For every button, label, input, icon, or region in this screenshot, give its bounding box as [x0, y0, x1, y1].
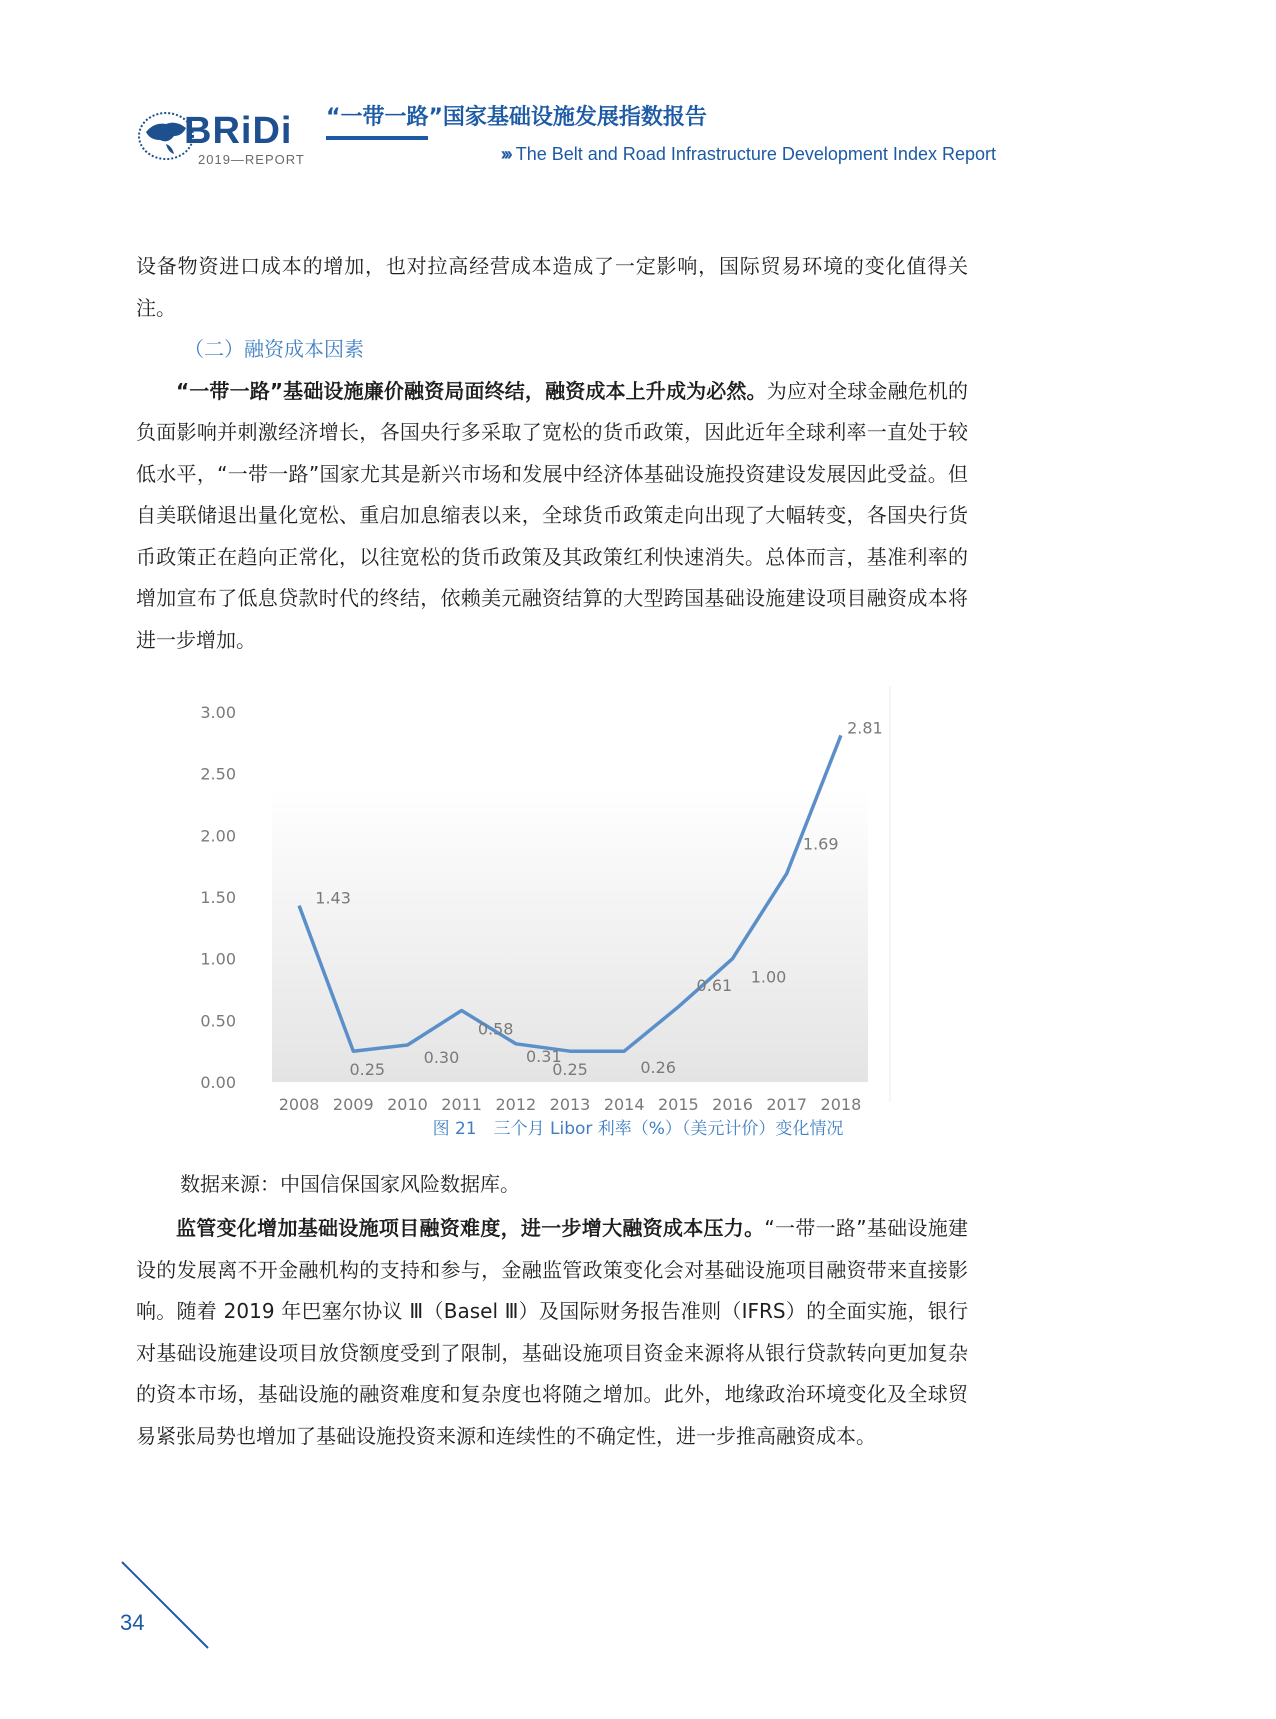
x-tick-label: 2018	[820, 1095, 862, 1114]
x-tick-label: 2013	[549, 1095, 591, 1114]
x-tick-label: 2012	[495, 1095, 537, 1114]
data-label: 0.26	[640, 1058, 676, 1078]
page-number: 34	[120, 1610, 145, 1635]
data-label: 0.61	[696, 975, 733, 995]
paragraph-2	[136, 371, 968, 662]
data-label: 1.69	[802, 834, 839, 854]
x-tick-label: 2015	[658, 1095, 699, 1114]
data-label: 2.81	[847, 718, 883, 738]
x-tick-label: 2014	[603, 1095, 645, 1114]
report-title-en-text: The Belt and Road Infrastructure Development Index Report	[515, 144, 996, 164]
report-title-cn: “一带一路”国家基础设施发展指数报告	[326, 105, 707, 130]
section-subheading: （二）融资成本因素	[184, 337, 364, 361]
y-tick-label: 1.00	[200, 949, 236, 969]
y-tick-label: 1.50	[200, 888, 236, 907]
logo-wordmark: BRiDi	[184, 110, 293, 152]
body-text-bottom	[136, 1208, 968, 1457]
report-header	[136, 100, 996, 180]
header-rule	[326, 136, 428, 140]
y-tick-label: 3.00	[200, 703, 236, 722]
y-tick-label: 0.50	[200, 1011, 236, 1031]
paragraph-2-body: 为应对全球金融危机的负面影响并刺激经济增长，各国央行多采取了宽松的货币政策，因此近年全球利率一直处于较低水平，“一带一路”国家尤其是新兴市场和发展中经济体基础设施投资建设发展因此受益。但自美联储退出量化宽松、重启加息缩表以来，全球货币政策走向出现了大幅转变，各国央行货币政策正在趋向正常化，以往宽松的货币政策及其政策红利快速消失。总体而言，基准利率的增加宣布了低息贷款时代的终结，依赖美元融资结算的大型跨国基础设施建设项目融资成本将进一步增加。	[136, 378, 969, 652]
logo-subtitle: 2019—REPORT	[198, 152, 305, 167]
x-tick-label: 2008	[278, 1095, 320, 1114]
x-tick-label: 2009	[332, 1095, 374, 1114]
paragraph-3-lead: 监管变化增加基础设施项目融资难度，进一步增大融资成本压力。	[176, 1216, 765, 1240]
data-label: 0.30	[423, 1048, 460, 1067]
y-tick-label: 2.00	[200, 826, 236, 846]
x-tick-label: 2017	[766, 1095, 808, 1114]
y-axis	[200, 703, 236, 1092]
y-tick-label: 0.00	[200, 1073, 236, 1092]
page-corner-line	[120, 1560, 210, 1650]
x-tick-label: 2016	[712, 1095, 753, 1114]
paragraph-2-lead: “一带一路”基础设施廉价融资局面终结，融资成本上升成为必然。	[176, 378, 767, 403]
body-text-top	[136, 246, 968, 661]
libor-line-chart	[200, 676, 900, 1116]
paragraph-3	[136, 1208, 968, 1457]
chevron-right-icon: ›››	[500, 144, 510, 164]
data-label: 0.31	[526, 1046, 562, 1066]
paragraph-1: 设备物资进口成本的增加，也对拉高经营成本造成了一定影响，国际贸易环境的变化值得关注。	[136, 254, 968, 320]
paragraph-3-body: “一带一路”基础设施建设的发展离不开金融机构的支持和参与，金融监管政策变化会对基础设施项目融资带来直接影响。随着 2019 年巴塞尔协议 Ⅲ（Basel Ⅲ）及国际财务报告准则（IFRS）的全面实施，银行对基础设施建设项目放贷额度受到了限制，基础设施项目资金来源将从银行贷款转向更加复杂的资本市场，基础设施的融资难度和复杂度也将随之增加。此外，地缘政治环境变化及全球贸易紧张局势也增加了基础设施投资来源和连续性的不确定性，进一步推高融资成本。	[136, 1216, 969, 1448]
x-axis	[279, 1095, 862, 1114]
report-title-en	[501, 144, 996, 165]
plot-background	[272, 786, 868, 1082]
bridi-logo	[136, 106, 306, 168]
data-label: 1.43	[315, 888, 351, 908]
y-tick-label: 2.50	[200, 764, 236, 784]
data-label: 0.25	[349, 1060, 386, 1080]
figure-caption: 图 21 三个月 Libor 利率（%）（美元计价）变化情况	[432, 1119, 844, 1139]
data-label: 1.00	[750, 967, 787, 987]
data-label: 0.58	[477, 1019, 514, 1039]
x-tick-label: 2011	[441, 1095, 482, 1114]
data-source-note: 数据来源：中国信保国家风险数据库。	[180, 1172, 520, 1196]
x-tick-label: 2010	[387, 1095, 428, 1114]
data-label: 0.25	[552, 1060, 588, 1080]
